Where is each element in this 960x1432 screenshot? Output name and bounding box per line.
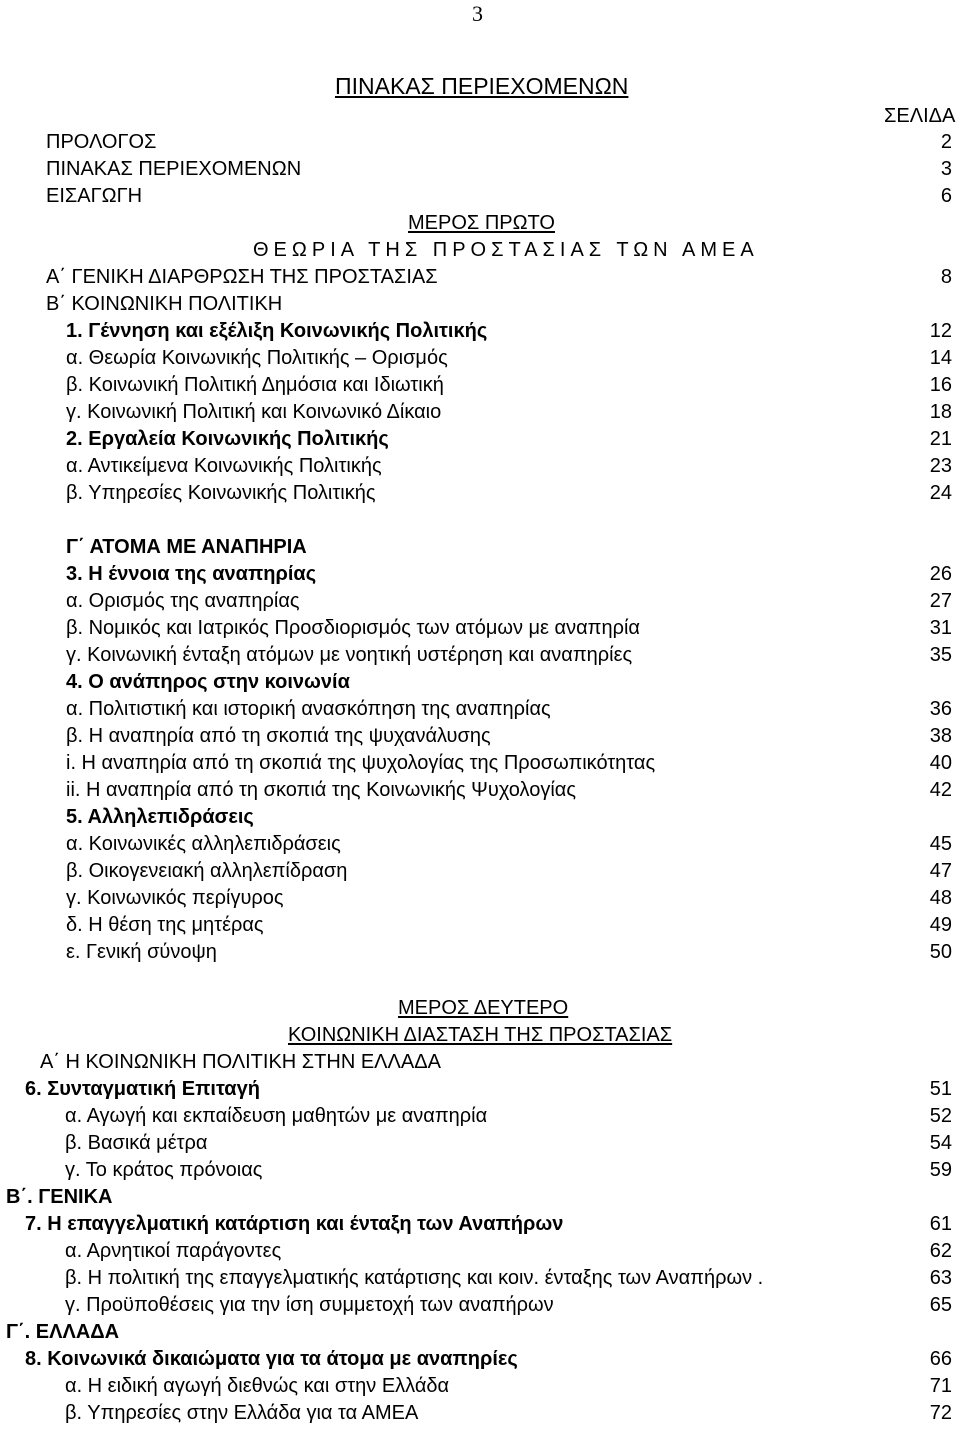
toc-entry-page: 72 [929, 1402, 952, 1424]
toc-entry-label: β. Η αναπηρία από τη σκοπιά της ψυχανάλυσης [66, 725, 491, 747]
toc-entry-label: β. Η πολιτική της επαγγελματικής κατάρτισης και κοιν. ένταξης των Αναπήρων . [65, 1267, 764, 1289]
part-one-subheading: ΘΕΩΡΙΑ ΤΗΣ ΠΡΟΣΤΑΣΙΑΣ ΤΩΝ ΑΜΕΑ [253, 239, 759, 261]
toc-entry-page: 36 [929, 698, 952, 720]
toc-entry-page: 49 [929, 914, 952, 936]
toc-entry-page: 21 [929, 428, 952, 450]
toc-entry-page: 12 [929, 320, 952, 342]
toc-entry-label: 2. Εργαλεία Κοινωνικής Πολιτικής [66, 428, 389, 450]
section-c-heading: Γ΄. ΕΛΛΑΔΑ [6, 1321, 120, 1343]
toc-entry-page: 51 [929, 1078, 952, 1100]
toc-entry-label: ΠΙΝΑΚΑΣ ΠΕΡΙΕΧΟΜΕΝΩΝ [46, 158, 302, 180]
section-a-heading: Α΄ Η ΚΟΙΝΩΝΙΚΗ ΠΟΛΙΤΙΚΗ ΣΤΗΝ ΕΛΛΑΔΑ [40, 1051, 441, 1073]
toc-entry-page: 71 [929, 1375, 952, 1397]
part-two-subheading: ΚΟΙΝΩΝΙΚΗ ΔΙΑΣΤΑΣΗ ΤΗΣ ΠΡΟΣΤΑΣΙΑΣ [288, 1024, 673, 1046]
toc-entry-page: 3 [940, 158, 952, 180]
toc-entry-label: δ. Η θέση της μητέρας [66, 914, 264, 936]
toc-entry-page: 14 [929, 347, 952, 369]
toc-entry-page: 16 [929, 374, 952, 396]
toc-entry-page: 2 [940, 131, 952, 153]
toc-entry-page: 38 [929, 725, 952, 747]
toc-entry-label: α. Αγωγή και εκπαίδευση μαθητών με αναπηρία [65, 1105, 488, 1127]
toc-entry-label: 5. Αλληλεπιδράσεις [66, 806, 254, 828]
toc-entry-label: i. Η αναπηρία από τη σκοπιά της ψυχολογίας της Προσωπικότητας [66, 752, 656, 774]
toc-entry-label: α. Κοινωνικές αλληλεπιδράσεις [66, 833, 341, 855]
toc-entry-page: 23 [929, 455, 952, 477]
toc-entry-label: 1. Γέννηση και εξέλιξη Κοινωνικής Πολιτικής [66, 320, 488, 342]
toc-entry-page: 65 [929, 1294, 952, 1316]
toc-entry-label: γ. Προϋποθέσεις για την ίση συμμετοχή των αναπήρων [65, 1294, 554, 1316]
toc-entry-page: 42 [929, 779, 952, 801]
toc-entry-page: 31 [929, 617, 952, 639]
toc-entry-label: α. Θεωρία Κοινωνικής Πολιτικής – Ορισμός [66, 347, 448, 369]
toc-entry-label: γ. Κοινωνική ένταξη ατόμων με νοητική υστέρηση και αναπηρίες [66, 644, 633, 666]
section-b-heading: Β΄. ΓΕΝΙΚΑ [6, 1186, 113, 1208]
toc-entry-label: 7. Η επαγγελματική κατάρτιση και ένταξη των Αναπήρων [25, 1213, 564, 1235]
toc-entry-label: γ. Το κράτος πρόνοιας [65, 1159, 263, 1181]
toc-entry-page: 35 [929, 644, 952, 666]
toc-entry-page: 52 [929, 1105, 952, 1127]
toc-entry-label: γ. Κοινωνικός περίγυρος [66, 887, 284, 909]
toc-entry-label: α. Η ειδική αγωγή διεθνώς και στην Ελλάδα [65, 1375, 450, 1397]
toc-entry-label: γ. Κοινωνική Πολιτική και Κοινωνικό Δίκαιο [66, 401, 442, 423]
toc-entry-label: 6. Συνταγματική Επιταγή [25, 1078, 260, 1100]
toc-entry-page: 48 [929, 887, 952, 909]
toc-title: ΠΙΝΑΚΑΣ ΠΕΡΙΕΧΟΜΕΝΩΝ [335, 73, 629, 99]
toc-entry-page: 63 [929, 1267, 952, 1289]
toc-entry-label: 8. Κοινωνικά δικαιώματα για τα άτομα με αναπηρίες [25, 1348, 518, 1370]
toc-entry-label: ε. Γενική σύνοψη [66, 941, 217, 963]
toc-entry-label: β. Υπηρεσίες στην Ελλάδα για τα ΑΜΕΑ [65, 1402, 419, 1424]
toc-entry-label: β. Υπηρεσίες Κοινωνικής Πολιτικής [66, 482, 376, 504]
section-b-heading: Β΄ ΚΟΙΝΩΝΙΚΗ ΠΟΛΙΤΙΚΗ [46, 293, 283, 315]
section-c-heading: Γ΄ ΑΤΟΜΑ ΜΕ ΑΝΑΠΗΡΙΑ [66, 536, 307, 558]
part-one-heading: ΜΕΡΟΣ ΠΡΩΤΟ [408, 212, 555, 234]
page-column-header: ΣΕΛΙΔΑ [884, 105, 956, 127]
toc-entry-page: 26 [929, 563, 952, 585]
toc-entry-page: 66 [929, 1348, 952, 1370]
page-number: 3 [472, 1, 483, 26]
toc-entry-page: 18 [929, 401, 952, 423]
toc-entry-label: 4. Ο ανάπηρος στην κοινωνία [66, 671, 350, 693]
part-two-heading: ΜΕΡΟΣ ΔΕΥΤΕΡΟ [398, 997, 569, 1019]
toc-entry-page: 54 [929, 1132, 952, 1154]
toc-entry-label: β. Οικογενειακή αλληλεπίδραση [66, 860, 348, 882]
toc-entry-label: ii. Η αναπηρία από τη σκοπιά της Κοινωνικής Ψυχολογίας [66, 779, 576, 801]
toc-entry-label: α. Πολιτιστική και ιστορική ανασκόπηση της αναπηρίας [66, 698, 551, 720]
toc-entry-page: 50 [929, 941, 952, 963]
toc-entry-page: 61 [929, 1213, 952, 1235]
section-a-page: 8 [940, 266, 952, 288]
toc-entry-page: 27 [929, 590, 952, 612]
toc-entry-label: α. Αντικείμενα Κοινωνικής Πολιτικής [66, 455, 382, 477]
toc-entry-label: β. Κοινωνική Πολιτική Δημόσια και Ιδιωτική [66, 374, 444, 396]
toc-entry-label: α. Ορισμός της αναπηρίας [66, 590, 300, 612]
toc-entry-label: ΠΡΟΛΟΓΟΣ [46, 131, 157, 153]
toc-entry-label: α. Αρνητικοί παράγοντες [65, 1240, 282, 1262]
toc-entry-label: ΕΙΣΑΓΩΓΗ [46, 185, 143, 207]
toc-entry-label: β. Βασικά μέτρα [65, 1132, 208, 1154]
toc-entry-label: β. Νομικός και Ιατρικός Προσδιορισμός των ατόμων με αναπηρία [66, 617, 640, 639]
toc-entry-page: 62 [929, 1240, 952, 1262]
toc-entry-page: 24 [929, 482, 952, 504]
toc-entry-page: 45 [929, 833, 952, 855]
toc-entry-label: 3. Η έννοια της αναπηρίας [66, 563, 317, 585]
section-a-heading: Α΄ ΓΕΝΙΚΗ ΔΙΑΡΘΡΩΣΗ ΤΗΣ ΠΡΟΣΤΑΣΙΑΣ [46, 266, 438, 288]
toc-entry-page: 6 [940, 185, 952, 207]
toc-entry-page: 47 [929, 860, 952, 882]
toc-entry-page: 40 [929, 752, 952, 774]
toc-entry-page: 59 [929, 1159, 952, 1181]
